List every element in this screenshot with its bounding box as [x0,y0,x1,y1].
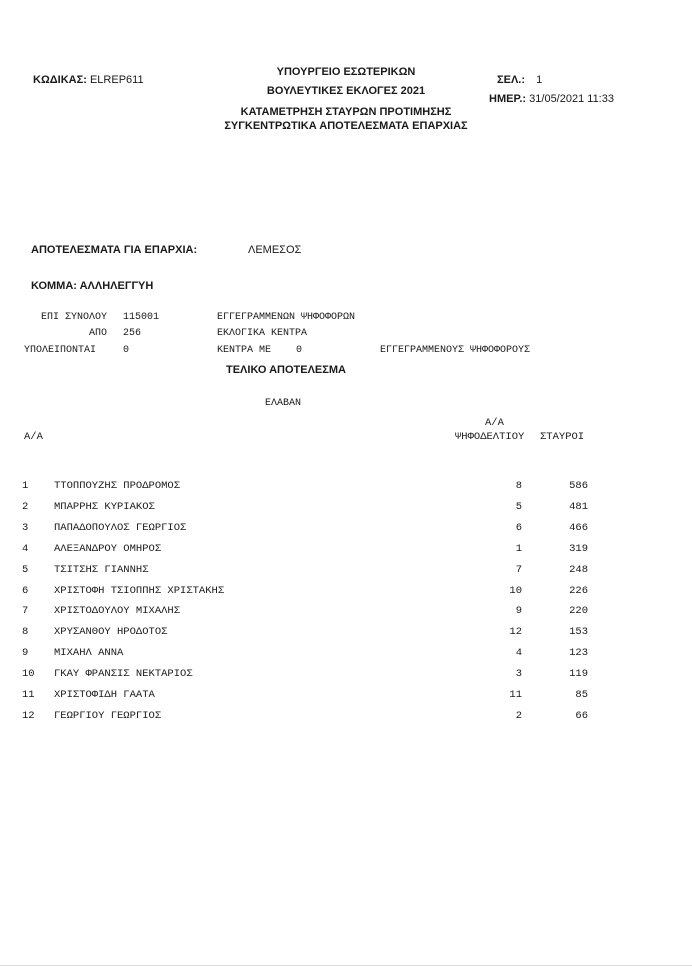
table-row [0,480,692,498]
table-row [0,522,692,540]
row-index: 11 [22,689,35,701]
row-index: 9 [22,647,29,660]
party-value: ΑΛΛΗΛΕΓΓΥΗ [79,280,154,292]
report-code [33,74,144,86]
final-result-title: ΤΕΛΙΚΟ ΑΠΟΤΕΛΕΣΜΑ [226,364,346,376]
candidate-name: ΠΑΠΑΔΟΠΟΥΛΟΣ ΓΕΩΡΓΙΟΣ [54,521,187,534]
row-index: 10 [22,668,35,681]
row-index: 2 [22,500,29,513]
centers-with-label: ΚΕΝΤΡΑ ΜΕ [217,345,272,356]
table-row [0,585,692,603]
table-row [0,564,692,582]
candidate-name: ΧΡΙΣΤΟΦΗ ΤΣΙΟΠΠΗΣ ΧΡΙΣΤΑΚΗΣ [54,584,225,597]
col-index-header: Α/Α [24,431,43,443]
centers-with-desc: ΕΓΓΕΓΡΑΜΜΕΝΟΥΣ ΨΗΦΟΦΟΡΟΥΣ [380,345,531,356]
report-title: ΚΑΤΑΜΕΤΡΗΣΗ ΣΤΑΥΡΩΝ ΠΡΟΤΙΜΗΣΗΣ [240,106,452,118]
report-subtitle: ΣΥΓΚΕΝΤΡΩΤΙΚΑ ΑΠΟΤΕΛΕΣΜΑΤΑ ΕΠΑΡΧΙΑΣ [224,120,468,132]
centers-from-label: ΑΠΟ [88,328,107,339]
table-row [0,668,692,686]
centers-from-value: 256 [123,328,142,339]
col-ballot-header-top: Α/Α [485,417,504,429]
candidate-name: ΧΡΙΣΤΟΦΙΔΗ ΓΑΑΤΑ [54,689,155,701]
candidate-name: ΧΡΙΣΤΟΔΟΥΛΟΥ ΜΙΧΑΛΗΣ [54,605,181,618]
received-label: ΕΛΑΒΑΝ [265,398,302,409]
row-index: 3 [22,521,29,534]
ballot-number: 1 [515,542,522,555]
report-code-label: ΚΩΔΙΚΑΣ: [33,74,87,86]
candidate-name: ΓΕΩΡΓΙΟΥ ΓΕΩΡΓΙΟΣ [54,709,162,722]
ballot-number: 9 [515,605,522,618]
col-ballot-header: ΨΗΦΟΔΕΛΤΙΟΥ [455,431,525,443]
remaining-value: 0 [123,345,130,356]
vote-count: 66 [575,709,588,722]
party-label: ΚΟΜΜΑ: [31,280,77,292]
candidate-name: ΑΛΕΞΑΝΔΡΟΥ ΟΜΗΡΟΣ [54,542,162,555]
table-row [0,647,692,665]
vote-count: 586 [569,480,588,492]
party [31,280,153,292]
report-date-label: ΗΜΕΡ.: [489,93,527,105]
ballot-number: 11 [509,689,522,701]
page-number-label: ΣΕΛ.: [497,74,525,86]
table-row [0,710,692,728]
ministry-title: ΥΠΟΥΡΓΕΙΟ ΕΣΩΤΕΡΙΚΩΝ [276,66,416,78]
vote-count: 481 [569,500,588,513]
vote-count: 119 [569,668,588,681]
ballot-number: 4 [515,647,522,660]
table-row [0,605,692,623]
report-code-value: ELREP611 [89,74,144,86]
centers-with-value: 0 [296,345,303,356]
ballot-number: 10 [509,584,522,597]
candidate-name: ΤΣΙΤΣΗΣ ΓΙΑΝΝΗΣ [54,563,149,576]
row-index: 7 [22,605,29,618]
table-row [0,501,692,519]
district-value: ΛΕΜΕΣΟΣ [248,244,302,256]
election-title: ΒΟΥΛΕΥΤΙΚΕΣ ΕΚΛΟΓΕΣ 2021 [266,85,426,97]
page-edge-divider [0,965,692,966]
row-index: 4 [22,542,29,555]
row-index: 1 [22,480,29,492]
row-index: 12 [22,709,35,722]
ballot-number: 12 [509,626,522,639]
row-index: 6 [22,584,29,597]
vote-count: 123 [569,647,588,660]
vote-count: 466 [569,521,588,534]
total-label: ΕΠΙ ΣΥΝΟΛΟΥ [40,312,107,323]
candidate-name: ΧΡΥΣΑΝΘΟΥ ΗΡΟΔΟΤΟΣ [54,626,168,639]
ballot-number: 8 [515,480,522,492]
row-index: 8 [22,626,29,639]
table-row [0,689,692,707]
district-label: ΑΠΟΤΕΛΕΣΜΑΤΑ ΓΙΑ ΕΠΑΡΧΙΑ: [31,244,198,256]
col-votes-header: ΣΤΑΥΡΟΙ [540,431,585,443]
total-value: 115001 [123,312,160,323]
vote-count: 220 [569,605,588,618]
vote-count: 248 [569,563,588,576]
report-date [489,93,614,105]
report-date-value: 31/05/2021 11:33 [529,93,614,105]
page-number [497,74,542,86]
ballot-number: 5 [515,500,522,513]
vote-count: 319 [569,542,588,555]
total-desc: ΕΓΓΕΓΡΑΜΜΕΝΩΝ ΨΗΦΟΦΟΡΩΝ [217,312,356,323]
candidate-name: ΤΤΟΠΠΟΥΖΗΣ ΠΡΟΔΡΟΜΟΣ [54,480,181,492]
ballot-number: 2 [515,709,522,722]
vote-count: 226 [569,584,588,597]
vote-count: 85 [575,689,588,701]
candidate-name: ΜΠΑΡΡΗΣ ΚΥΡΙΑΚΟΣ [54,500,155,513]
ballot-number: 7 [515,563,522,576]
centers-from-desc: ΕΚΛΟΓΙΚΑ ΚΕΝΤΡΑ [217,328,308,339]
table-row [0,626,692,644]
ballot-number: 3 [515,668,522,681]
row-index: 5 [22,563,29,576]
vote-count: 153 [569,626,588,639]
candidate-name: ΓΚΑΥ ΦΡΑΝΣΙΣ ΝΕΚΤΑΡΙΟΣ [54,668,193,681]
candidate-name: ΜΙΧΑΗΛ ΑΝΝΑ [54,647,124,660]
ballot-number: 6 [515,521,522,534]
page-number-value: 1 [536,74,543,86]
table-row [0,543,692,561]
remaining-label: ΥΠΟΛΕΙΠΟΝΤΑΙ [24,345,97,356]
